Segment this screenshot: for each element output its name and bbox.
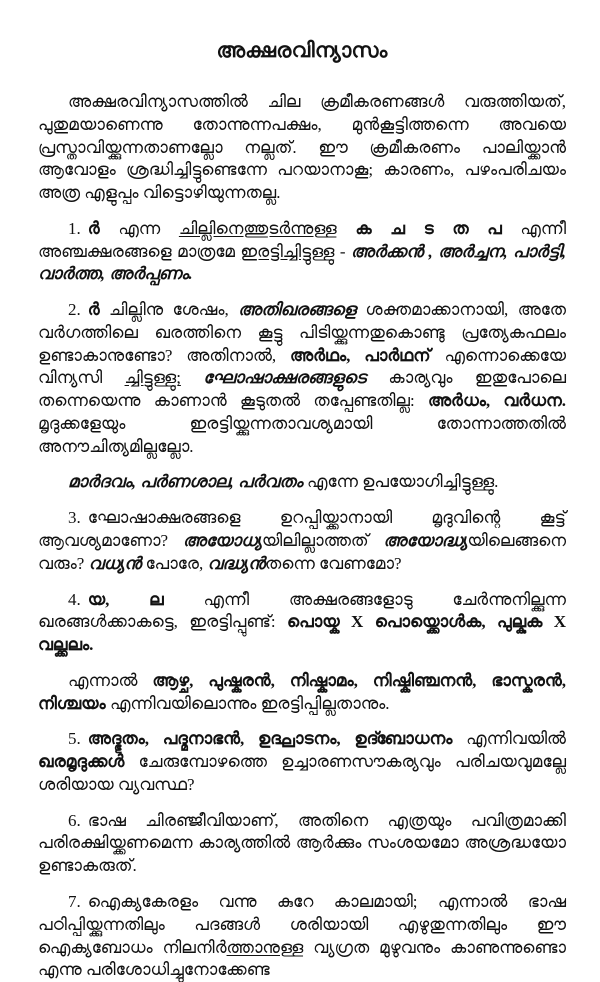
text-segment: ഭാഷ ചിരഞ്ജീവിയാണ്, അതിനെ എത്രയും പവിത്രമാക്കി പരിരക്ഷിയ്ക്കണമെന്ന കാര്യത്തിൽ ആർക്കും സംശയമോ അശ്രദ്ധയോ ഉണ്ടാകരുത്. — [38, 810, 566, 876]
text-segment: അദ്ഭുതം, പദ്മനാഭൻ, ഉദ്ഘാടനം, ഉദ്ബോധനം — [87, 729, 453, 749]
page-title: അക്ഷരവിന്യാസം — [216, 38, 388, 62]
text-segment — [337, 219, 356, 238]
numbered-paragraph — [38, 218, 566, 286]
text-segment: തന്നെ വേണമോ? — [265, 553, 402, 573]
text-segment: ആഴ്ച, പുഷ്കരൻ, നിഷ്കാമം, നിഷ്കിഞ്ചനൻ, ഭാസ്കരൻ, നിശ്ചയം — [38, 670, 566, 713]
text-segment: യിലെങ്ങനെ വരും? — [38, 531, 566, 573]
text-segment: ഇരട്ടിച്ചിട്ടുള്ളു — [240, 241, 335, 261]
numbered-paragraph — [38, 891, 566, 982]
text-segment: കാര്യവും ഇതുപോലെ തന്നെയെന്നു കാണാൻ കൂടുതൽ തപ്പേണ്ടതില്ല: — [38, 368, 567, 411]
document-body — [38, 91, 566, 982]
text-segment: അക്ഷരവിന്യാസത്തിൽ ചില ക്രമീകരണങ്ങൾ വരുത്തിയത്, പുതുമയാണെന്നു തോന്നുന്നപക്ഷം, മുൻകൂട്ടിത്തന്നെ അവയെ പ്രസ്താവിയ്ക്കുന്നതാണല്ലോ നല്ലത്. ഈ ക്രമീകരണം പാലിയ്ക്കാൻ ആവോളം ശ്രദ്ധിച്ചിട്ടുണ്ടെന്നേ പറയാനാകൂ; കാരണം, പഴംപരിചയം അത്ര എളുപ്പം വിട്ടൊഴിയുന്നതല്ല. — [38, 92, 566, 203]
item-number: 7. — [68, 891, 81, 911]
text-segment: എന്നൊക്കെയേ വിന്യസി — [38, 345, 566, 388]
numbered-paragraph — [38, 810, 566, 878]
text-segment: അയോദ്ധ്യ — [383, 531, 468, 551]
text-segment: യിലില്ലാത്തത് — [261, 531, 384, 551]
item-number: 1. — [68, 218, 81, 238]
text-segment: ഘോഷാക്ഷരങ്ങളെ ഉറപ്പിയ്ക്കാനായി മൃദുവിന്റെ കൂട്ട് ആവശ്യമാണോ? — [38, 508, 566, 551]
text-segment: അർധം, വർധന. — [427, 391, 566, 411]
item-number: 3. — [68, 508, 81, 528]
text-segment: - — [334, 241, 351, 261]
text-segment: അയോധ്യ — [182, 531, 262, 551]
text-segment — [181, 368, 203, 387]
text-segment: ചില്ലിനു ശേഷം, — [99, 300, 239, 320]
text-segment: ത്താനുള്ള — [226, 937, 304, 957]
text-segment: ശക്തമാക്കാനായി, അതേ വർഗത്തിലെ ഖരത്തിനെ കൂട്ടു പിടിയ്ക്കുന്നതുകൊണ്ടു പ്രത്യേകഫലം ഉണ്ടാകാനുണ്ടോ? അതിനാൽ, — [38, 300, 566, 365]
text-segment: എന്നീ അഞ്ചക്ഷരങ്ങളെ മാത്രമേ — [38, 218, 567, 261]
text-segment: ച്ചിട്ടുള്ളു; — [124, 368, 181, 388]
text-segment: ചില്ലിനെത്തുടർന്നുള്ള — [178, 218, 337, 238]
text-segment: ഘോഷാക്ഷരങ്ങളുടെ — [203, 368, 367, 388]
text-segment: എന്നീ അക്ഷരങ്ങളോടു ചേർന്നുനില്ക്കുന്ന ഖരങ്ങൾക്കാകട്ടെ, ഇരട്ടിപ്പുണ്ട്: — [38, 589, 566, 632]
item-number: 4. — [68, 589, 81, 609]
text-segment: പൊയ്ക X പൊയ്ക്കൊൾക, പുല്കുക X വല്ക്കലം. — [38, 612, 566, 655]
text-segment: പോരേ, — [141, 553, 208, 573]
numbered-paragraph — [38, 589, 566, 657]
item-number: 5. — [68, 729, 81, 749]
text-segment: ഖരമൃദുക്കൾ — [38, 752, 125, 772]
text-segment: വധ്യൻ — [88, 553, 142, 573]
text-segment: എന്നാൽ — [68, 670, 153, 690]
paragraph — [38, 670, 566, 716]
text-segment: ക ച ട ത പ — [355, 218, 502, 238]
numbered-paragraph — [38, 507, 566, 575]
item-number: 6. — [68, 810, 81, 830]
item-number: 2. — [68, 300, 81, 320]
numbered-paragraph — [38, 728, 566, 796]
text-segment: വ്യഗ്രത മുഴുവനും കാണുന്നുണ്ടൊ എന്നു പരിശോധിച്ചുനോക്കേണ്ട — [38, 937, 566, 980]
text-segment: യ, ല — [87, 589, 164, 609]
text-segment: ർ — [87, 218, 100, 238]
text-segment: മാർദവം, പർണശാല, പർവതം — [68, 472, 303, 492]
paragraph — [38, 91, 566, 205]
text-segment: മൃദുക്കളേയും ഇരട്ടിയ്ക്കുന്നതാവശ്യമായി തോന്നാത്തതിൽ അനൗചിത്യമില്ലല്ലോ. — [38, 413, 566, 456]
text-segment: അർഥം, പാർഥന് — [290, 345, 431, 365]
text-segment: എന്നിവയിലൊന്നും ഇരട്ടിപ്പില്ലതാനും. — [105, 693, 390, 713]
text-segment: അർക്കൻ , അർച്ചന, പാർട്ടി, വാർത്ത, അർപ്പണം. — [38, 241, 566, 284]
text-segment: അതിഖരങ്ങളെ — [238, 300, 357, 320]
text-segment: എന്നിവയിൽ — [452, 729, 566, 749]
numbered-paragraph — [38, 299, 566, 458]
paragraph — [38, 471, 566, 494]
text-segment: ചേരുമ്പോഴത്തെ ഉച്ചാരണസൗകര്യവും പരിചയവുമല്ലേ ശരിയായ വ്യവസ്ഥ? — [38, 752, 566, 794]
text-segment: വദ്ധ്യൻ — [207, 553, 265, 573]
text-segment: ഐക്യകേരളം വന്നു കുറേ കാലമായി; എന്നാൽ ഭാഷ പഠിപ്പിയ്ക്കുന്നതിലും പദങ്ങൾ ശരിയായി എഴുതുന്നതിലും ഈ ഐക്യബോധം നിലനിർ — [38, 891, 566, 957]
text-segment: എന്ന — [99, 218, 179, 238]
text-segment: ർ — [87, 300, 100, 320]
text-segment: എന്നേ ഉപയോഗിച്ചിട്ടുള്ളു. — [302, 472, 499, 492]
